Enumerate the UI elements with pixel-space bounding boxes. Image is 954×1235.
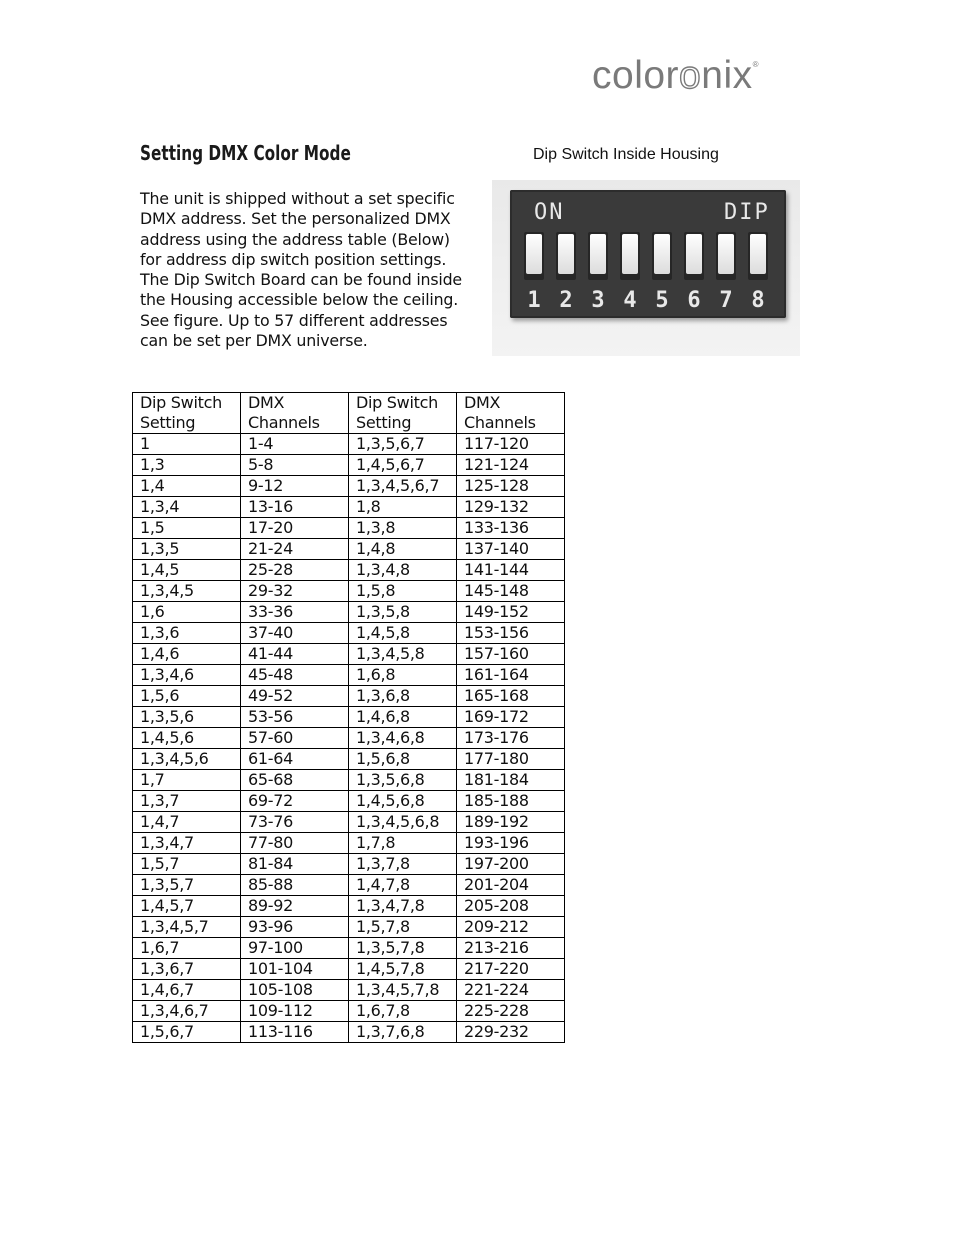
dip-switch-knob [718,234,734,274]
table-row [133,749,565,770]
intro-paragraph: The unit is shipped without a set specific DMX address. Set the personalized DMX address using the address table (Below) for address dip switch position settings. The Dip Switch Board can be found inside the Housing accessible below the ceiling. See figure. Up to 57 different addresses can be set per DMX universe. [140,189,462,351]
dip-switch-toggle [652,232,672,280]
dip-setting-cell: 1,8 [349,497,457,518]
dmx-channels-cell: 93-96 [241,917,349,938]
dmx-channels-cell: 153-156 [457,623,565,644]
dmx-channels-cell: 13-16 [241,497,349,518]
dip-setting-cell: 1,4 [133,476,241,497]
table-row [133,938,565,959]
table-row [133,791,565,812]
dip-switch-number: 8 [751,288,765,313]
dip-setting-cell: 1,3,4,8 [349,560,457,581]
dip-setting-cell: 1,4,5,7 [133,896,241,917]
table-row [133,497,565,518]
dip-setting-cell: 1,5,6,7 [133,1022,241,1043]
dip-setting-cell: 1,3,5,7 [133,875,241,896]
dip-switch-number: 3 [591,288,605,313]
dip-setting-cell: 1,3,5,8 [349,602,457,623]
dmx-channels-cell: 109-112 [241,1001,349,1022]
image-caption: Dip Switch Inside Housing [533,146,719,163]
dip-switch-number: 2 [559,288,573,313]
dip-setting-cell: 1,3,4 [133,497,241,518]
dip-setting-cell: 1,6,7,8 [349,1001,457,1022]
header-dmx-channels-1: DMX Channels [241,393,349,434]
table-body [133,434,565,1043]
dmx-channels-cell: 25-28 [241,560,349,581]
dmx-channels-cell: 113-116 [241,1022,349,1043]
dip-dip-label: DIP [724,200,770,225]
dip-setting-cell: 1,3,7,8 [349,854,457,875]
dmx-channels-cell: 17-20 [241,518,349,539]
dip-setting-cell: 1,4,7 [133,812,241,833]
dmx-channels-cell: 77-80 [241,833,349,854]
dip-setting-cell: 1,3,4,6 [133,665,241,686]
dmx-channels-cell: 141-144 [457,560,565,581]
dip-setting-cell: 1,3,4,5,7,8 [349,980,457,1001]
dip-setting-cell: 1,3,4,5 [133,581,241,602]
dmx-channels-cell: 193-196 [457,833,565,854]
table-row [133,812,565,833]
table-row [133,1001,565,1022]
dmx-channels-cell: 33-36 [241,602,349,623]
table-row [133,896,565,917]
dmx-channels-cell: 189-192 [457,812,565,833]
dmx-channels-cell: 205-208 [457,896,565,917]
dmx-channels-cell: 69-72 [241,791,349,812]
dip-switch-knob [686,234,702,274]
dip-setting-cell: 1,5,7 [133,854,241,875]
dip-switch-toggle [620,232,640,280]
logo-text-suffix: nix [701,54,753,97]
dip-setting-cell: 1,3,4,5,6 [133,749,241,770]
table-row [133,707,565,728]
dmx-channels-cell: 101-104 [241,959,349,980]
dmx-channels-cell: 1-4 [241,434,349,455]
dip-setting-cell: 1,3,4,5,7 [133,917,241,938]
dip-switch-toggle [748,232,768,280]
dmx-channels-cell: 217-220 [457,959,565,980]
dmx-channels-cell: 53-56 [241,707,349,728]
table-row [133,875,565,896]
dmx-channels-cell: 85-88 [241,875,349,896]
dip-setting-cell: 1,4,6,7 [133,980,241,1001]
dip-setting-cell: 1,4,6,8 [349,707,457,728]
dmx-channels-cell: 213-216 [457,938,565,959]
dip-switch-knob [558,234,574,274]
dmx-channels-cell: 181-184 [457,770,565,791]
dip-setting-cell: 1,7 [133,770,241,791]
dip-switch-number: 5 [655,288,669,313]
dip-setting-cell: 1,3,4,6,8 [349,728,457,749]
dip-setting-cell: 1,5,8 [349,581,457,602]
dmx-channels-cell: 41-44 [241,644,349,665]
dip-setting-cell: 1,3,7,6,8 [349,1022,457,1043]
dip-setting-cell: 1,4,8 [349,539,457,560]
dmx-channels-cell: 89-92 [241,896,349,917]
dip-setting-cell: 1,3,4,7 [133,833,241,854]
dip-setting-cell: 1,3 [133,455,241,476]
dmx-channels-cell: 61-64 [241,749,349,770]
table-row [133,833,565,854]
dip-setting-cell: 1,6 [133,602,241,623]
dip-setting-cell: 1,5 [133,518,241,539]
dmx-channels-cell: 121-124 [457,455,565,476]
table-row [133,623,565,644]
dip-switch-knob [654,234,670,274]
dip-setting-cell: 1,3,8 [349,518,457,539]
page-title: Setting DMX Color Mode [140,141,351,165]
dip-switch-number: 1 [527,288,541,313]
dip-setting-cell: 1,3,4,6,7 [133,1001,241,1022]
dip-switch-photo [492,180,800,356]
header-dip-setting-2: Dip Switch Setting [349,393,457,434]
dip-number-row [524,288,784,316]
dip-setting-cell: 1,4,5 [133,560,241,581]
dip-setting-cell: 1,4,5,6,7 [349,455,457,476]
dip-setting-cell: 1,3,5,6,8 [349,770,457,791]
dip-setting-cell: 1,6,7 [133,938,241,959]
dmx-channels-cell: 169-172 [457,707,565,728]
dip-setting-cell: 1,4,5,6,8 [349,791,457,812]
dmx-channels-cell: 229-232 [457,1022,565,1043]
brand-logo [592,54,759,98]
dmx-channels-cell: 145-148 [457,581,565,602]
logo-text-o: o [679,54,702,97]
table-row [133,770,565,791]
dip-setting-cell: 1 [133,434,241,455]
dmx-channels-cell: 65-68 [241,770,349,791]
dip-switch-toggle [588,232,608,280]
dip-setting-cell: 1,3,4,5,8 [349,644,457,665]
dmx-channels-cell: 201-204 [457,875,565,896]
dip-on-label: ON [534,200,565,225]
table-row [133,644,565,665]
registered-mark: ® [752,60,760,69]
table-row [133,581,565,602]
table-row [133,455,565,476]
dip-switch-toggle [716,232,736,280]
dmx-channels-cell: 133-136 [457,518,565,539]
table-row [133,560,565,581]
dmx-channels-cell: 129-132 [457,497,565,518]
table-row [133,959,565,980]
dmx-channels-cell: 9-12 [241,476,349,497]
dip-setting-cell: 1,5,6 [133,686,241,707]
dmx-address-table [132,392,565,1043]
dip-setting-cell: 1,4,7,8 [349,875,457,896]
dip-switch-knob [622,234,638,274]
table-row [133,518,565,539]
dip-switch-knob [526,234,542,274]
dip-setting-cell: 1,4,5,6 [133,728,241,749]
dmx-channels-cell: 29-32 [241,581,349,602]
dmx-channels-cell: 165-168 [457,686,565,707]
dmx-channels-cell: 149-152 [457,602,565,623]
dip-setting-cell: 1,3,6,8 [349,686,457,707]
table-row [133,476,565,497]
dmx-channels-cell: 49-52 [241,686,349,707]
table-row [133,980,565,1001]
dmx-channels-cell: 105-108 [241,980,349,1001]
dip-setting-cell: 1,4,6 [133,644,241,665]
dip-setting-cell: 1,3,5 [133,539,241,560]
dip-switch-number: 7 [719,288,733,313]
dip-setting-cell: 1,3,6 [133,623,241,644]
table-row [133,602,565,623]
logo-text-prefix: color [592,54,680,97]
table-row [133,686,565,707]
table-row [133,1022,565,1043]
dip-setting-cell: 1,4,5,8 [349,623,457,644]
dmx-channels-cell: 125-128 [457,476,565,497]
dip-setting-cell: 1,3,5,6,7 [349,434,457,455]
dmx-channels-cell: 197-200 [457,854,565,875]
table-row [133,539,565,560]
dmx-address-table-wrapper [132,392,565,1043]
dip-switch-toggle [684,232,704,280]
dip-switch-toggle [556,232,576,280]
dmx-channels-cell: 45-48 [241,665,349,686]
dmx-channels-cell: 5-8 [241,455,349,476]
header-dip-setting-1: Dip Switch Setting [133,393,241,434]
dip-switch-number: 6 [687,288,701,313]
dmx-channels-cell: 157-160 [457,644,565,665]
dmx-channels-cell: 73-76 [241,812,349,833]
dmx-channels-cell: 117-120 [457,434,565,455]
table-row [133,665,565,686]
table-row [133,917,565,938]
dip-setting-cell: 1,3,5,6 [133,707,241,728]
dmx-channels-cell: 209-212 [457,917,565,938]
dip-setting-cell: 1,3,4,5,6,8 [349,812,457,833]
dip-setting-cell: 1,5,6,8 [349,749,457,770]
table-header-row [133,393,565,434]
table-row [133,728,565,749]
dmx-channels-cell: 81-84 [241,854,349,875]
dip-setting-cell: 1,7,8 [349,833,457,854]
dmx-channels-cell: 221-224 [457,980,565,1001]
dip-switch-toggle [524,232,544,280]
dip-setting-cell: 1,3,4,5,6,7 [349,476,457,497]
header-dmx-channels-2: DMX Channels [457,393,565,434]
dip-switch-knob [750,234,766,274]
dip-switch-row [524,232,784,286]
dip-setting-cell: 1,3,4,7,8 [349,896,457,917]
dip-setting-cell: 1,4,5,7,8 [349,959,457,980]
table-row [133,854,565,875]
dmx-channels-cell: 173-176 [457,728,565,749]
dip-switch-number: 4 [623,288,637,313]
dip-setting-cell: 1,3,6,7 [133,959,241,980]
dip-setting-cell: 1,6,8 [349,665,457,686]
dmx-channels-cell: 137-140 [457,539,565,560]
dmx-channels-cell: 185-188 [457,791,565,812]
dmx-channels-cell: 37-40 [241,623,349,644]
dip-setting-cell: 1,5,7,8 [349,917,457,938]
dip-setting-cell: 1,3,5,7,8 [349,938,457,959]
dmx-channels-cell: 161-164 [457,665,565,686]
dip-switch-knob [590,234,606,274]
dmx-channels-cell: 57-60 [241,728,349,749]
dip-setting-cell: 1,3,7 [133,791,241,812]
dmx-channels-cell: 177-180 [457,749,565,770]
dip-switch-body [510,190,786,318]
dmx-channels-cell: 225-228 [457,1001,565,1022]
table-row [133,434,565,455]
dmx-channels-cell: 21-24 [241,539,349,560]
dmx-channels-cell: 97-100 [241,938,349,959]
